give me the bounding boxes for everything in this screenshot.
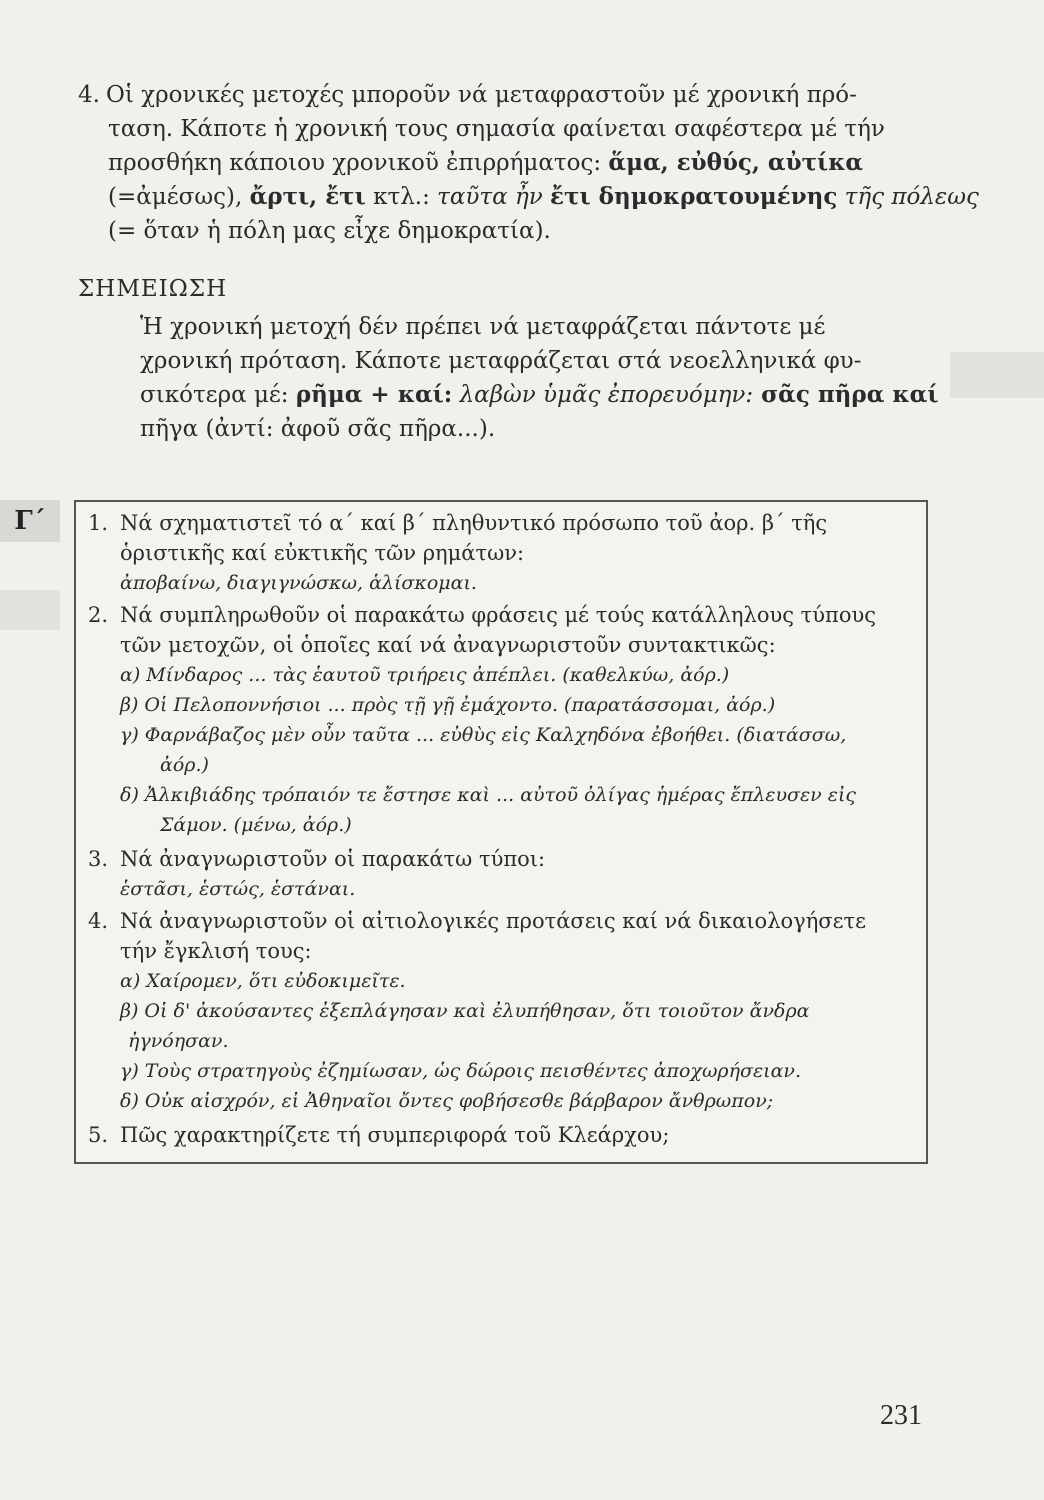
exercise-2-item-d-cont: Σάμον. (μένω, ἀόρ.) [160, 814, 352, 836]
point-4-number: 4. [78, 82, 100, 108]
exercise-4-number: 4. [88, 909, 109, 933]
exercise-1-line-3: ἀποβαίνω, διαγιγνώσκω, ἁλίσκομαι. [120, 572, 477, 594]
note-line-4: πῆγα (ἀντί: ἀφοῦ σᾶς πῆρα...). [140, 416, 496, 442]
exercise-3-number: 3. [88, 847, 109, 871]
exercise-2-item-b: β) Οἱ Πελοποννήσιοι ... πρὸς τῇ γῇ ἐμάχοντο. (παρατάσσομαι, ἀόρ.) [120, 694, 776, 716]
exercise-2-item-d: δ) Ἀλκιβιάδης τρόπαιόν τε ἔστησε καὶ ... αὐτοῦ ὀλίγας ἡμέρας ἔπλευσεν εἰς [120, 784, 857, 806]
exercise-3-line-2: ἑστᾶσι, ἑστώς, ἑστάναι. [120, 878, 356, 900]
note-line-3 [140, 378, 939, 412]
exercise-1-line-2: ὁριστικῆς καί εὐκτικῆς τῶν ρημάτων: [120, 541, 525, 565]
note-body [140, 310, 939, 446]
exercise-2-item-c-cont: ἀόρ.) [160, 754, 209, 776]
point-4-line-5: (= ὅταν ἡ πόλη μας εἶχε δημοκρατία). [108, 218, 551, 244]
point-4-line-1 [78, 78, 918, 112]
exercise-4-item-b-cont: ἠγνόησαν. [128, 1030, 229, 1052]
exercise-4-item-c: γ) Τοὺς στρατηγοὺς ἐζημίωσαν, ὡς δώροις πεισθέντες ἀποχωρήσειαν. [120, 1060, 802, 1082]
note-line-3-bold-1: ρῆμα + καί: [295, 381, 453, 408]
note-line-3-a: σικότερα μέ: [140, 382, 296, 408]
exercise-1-line-1-text: Νά σχηματιστεῖ τό α΄ καί β΄ πληθυντικό πρόσωπο τοῦ ἀορ. β΄ τῆς [120, 511, 828, 535]
point-4-line-4-a: (=ἀμέσως), [108, 184, 250, 210]
margin-tab-left [0, 590, 60, 630]
point-4-line-3 [78, 146, 918, 180]
exercise-4 [88, 906, 916, 1116]
exercise-3-line-1 [88, 844, 916, 874]
point-4-line-4-bold-2: ἔτι δημοκρατουμένης [550, 183, 838, 210]
point-4-paragraph [78, 78, 979, 248]
point-4-adverbs: ἅμα, εὐθύς, αὐτίκα [608, 149, 864, 176]
exercise-4-item-d: δ) Οὐκ αἰσχρόν, εἰ Ἀθηναῖοι ὄντες φοβήσεσθε βάρβαρον ἄνθρωπον; [120, 1090, 774, 1112]
point-4-line-4 [78, 180, 979, 214]
note-line-3-ital: λαβὼν ὑμᾶς ἐπορευόμην: [452, 382, 754, 408]
note-title: ΣΗΜΕΙΩΣΗ [78, 276, 228, 302]
exercise-4-item-b: β) Οἱ δ' ἀκούσαντες ἐξεπλάγησαν καὶ ἐλυπήθησαν, ὅτι τοιοῦτον ἄνδρα [120, 1000, 810, 1022]
exercise-3 [88, 844, 916, 904]
exercise-2-item-a: α) Μίνδαρος ... τὰς ἑαυτοῦ τριήρεις ἀπέπλει. (καθελκύω, ἀόρ.) [120, 664, 730, 686]
note-line-3-bold-2: σᾶς πῆρα καί [753, 381, 939, 408]
note-line-2: χρονική πρόταση. Κάποτε μεταφράζεται στά νεοελληνικά φυ- [140, 348, 862, 374]
exercise-2-number: 2. [88, 603, 109, 627]
exercise-2-line-1-text: Νά συμπληρωθοῦν οἱ παρακάτω φράσεις μέ τούς κατάλληλους τύπους [120, 603, 877, 627]
exercise-5 [88, 1120, 916, 1150]
point-4-line-1-text: Οἱ χρονικές μετοχές μποροῦν νά μεταφραστοῦν μέ χρονική πρό- [106, 82, 857, 108]
point-4-line-4-b: κτλ.: [365, 184, 438, 210]
exercise-2-line-1 [88, 600, 916, 630]
exercise-2-line-2: τῶν μετοχῶν, οἱ ὁποῖες καί νά ἀναγνωριστοῦν συντακτικῶς: [120, 633, 776, 657]
exercise-5-line-1-text: Πῶς χαρακτηρίζετε τή συμπεριφορά τοῦ Κλεάρχου; [120, 1123, 670, 1147]
exercise-5-line-1 [88, 1120, 916, 1150]
section-label: Γ΄ [0, 500, 60, 542]
margin-tab-right [950, 352, 1044, 398]
exercise-5-number: 5. [88, 1123, 109, 1147]
exercise-1 [88, 508, 916, 598]
point-4-line-4-ital-1: ταῦτα ἦν [437, 184, 551, 210]
exercise-1-line-1 [88, 508, 916, 538]
exercise-2-item-c: γ) Φαρνάβαζος μὲν οὖν ταῦτα ... εὐθὺς εἰς Καλχηδόνα ἐβοήθει. (διατάσσω, [120, 724, 847, 746]
point-4-line-4-bold-1: ἄρτι, ἔτι [249, 183, 366, 210]
page-number: 231 [880, 1400, 922, 1431]
exercise-box [74, 500, 928, 1164]
exercise-4-item-a: α) Χαίρομεν, ὅτι εὐδοκιμεῖτε. [120, 970, 406, 992]
point-4-line-4-ital-2: τῆς πόλεως [837, 184, 979, 210]
exercise-4-line-1 [88, 906, 916, 936]
note-line-1: Ἡ χρονική μετοχή δέν πρέπει νά μεταφράζεται πάντοτε μέ [140, 314, 826, 340]
point-4-line-2: ταση. Κάποτε ἡ χρονική τους σημασία φαίνεται σαφέστερα μέ τήν [108, 116, 885, 142]
exercise-3-line-1-text: Νά ἀναγνωριστοῦν οἱ παρακάτω τύποι: [120, 847, 546, 871]
exercise-4-line-1-text: Νά ἀναγνωριστοῦν οἱ αἰτιολογικές προτάσεις καί νά δικαιολογήσετε [120, 909, 866, 933]
exercise-2 [88, 600, 916, 840]
exercise-4-line-2: τήν ἔγκλισή τους: [120, 939, 312, 963]
point-4-line-3-text: προσθήκη κάποιου χρονικοῦ ἐπιρρήματος: [108, 150, 609, 176]
exercise-1-number: 1. [88, 511, 109, 535]
